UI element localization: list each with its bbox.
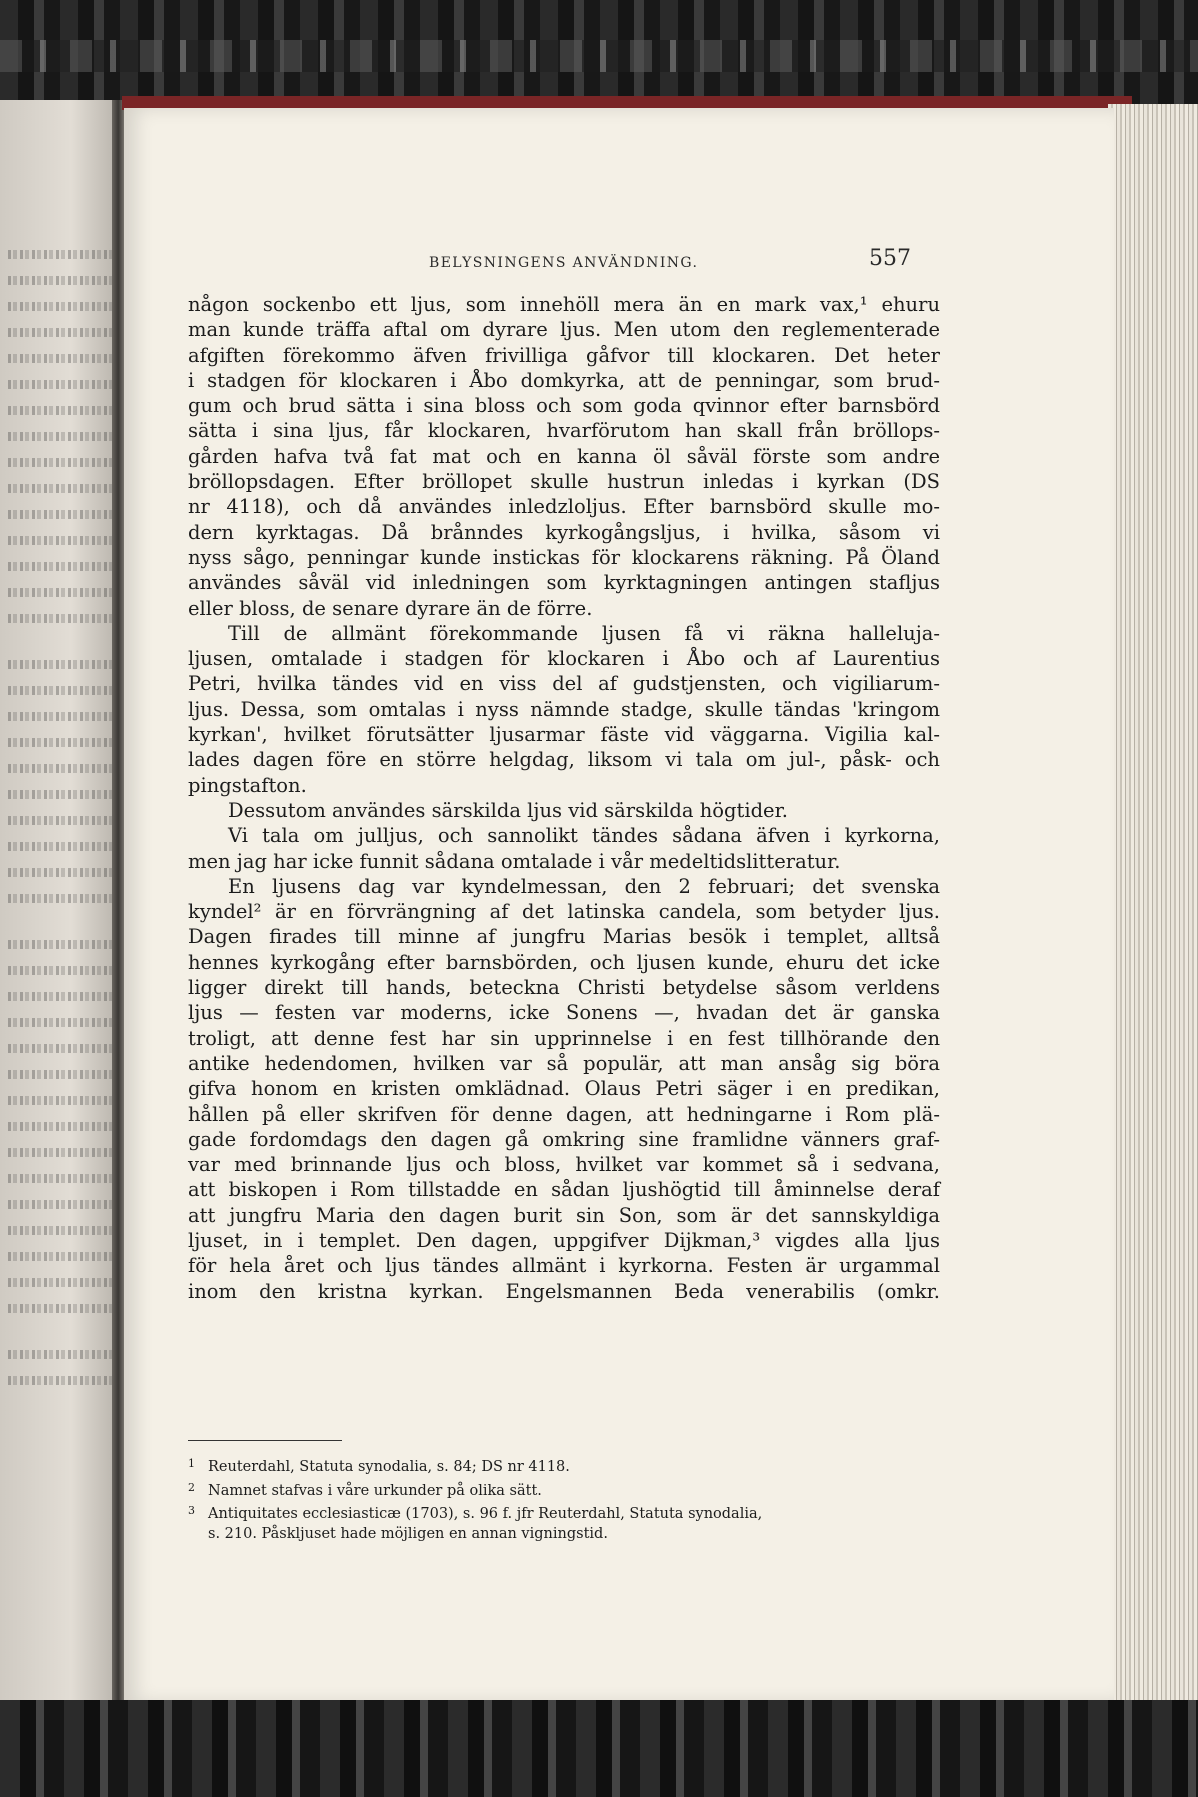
bleed-through-text: [8, 712, 113, 721]
text-line: hållen på eller skrifven för denne dagen, att hedningarne i Rom plä-: [188, 1102, 940, 1126]
text-line: dern kyrktagas. Då brånndes kyrkogångsljus, i hvilka, såsom vi: [188, 520, 940, 544]
text-line: att biskopen i Rom tillstadde en sådan ljushögtid till åminnelse deraf: [188, 1178, 940, 1202]
bleed-through-text: [8, 816, 113, 825]
bleed-through-text: [8, 1376, 113, 1385]
text-line: man kunde träffa aftal om dyrare ljus. Men utom den reglementerade: [188, 318, 940, 342]
bleed-through-text: [8, 406, 113, 415]
text-line: nyss sågo, penningar kunde instickas för klockarens räkning. På Öland: [188, 545, 940, 569]
text-line: någon sockenbo ett ljus, som innehöll mera än en mark vax,¹ ehuru: [188, 293, 940, 316]
text-line: användes såväl vid inledningen som kyrktagningen antingen stafljus: [188, 571, 940, 595]
bleed-through-text: [8, 1096, 113, 1105]
bleed-through-text: [8, 992, 113, 1001]
text-line: sätta i sina ljus, får klockaren, hvarförutom han skall från bröllops-: [188, 419, 940, 443]
footnote: [188, 1501, 940, 1525]
bleed-through-text: [8, 1226, 113, 1235]
text-line: för hela året och ljus tändes allmänt i kyrkorna. Festen är urgammal: [188, 1254, 940, 1278]
bleed-through-text: [8, 894, 113, 903]
bleed-through-text: [8, 614, 113, 623]
text-line: Till de allmänt förekommande ljusen få vi räkna halleluja-: [228, 621, 940, 645]
bleed-through-text: [8, 302, 113, 311]
text-line: En ljusens dag var kyndelmessan, den 2 februari; det svenska: [228, 874, 940, 898]
bleed-through-text: [8, 1122, 113, 1131]
bleed-through-text: [8, 250, 113, 259]
bleed-through-text: [8, 562, 113, 571]
book-page: [124, 108, 1114, 1703]
bleed-through-text: [8, 354, 113, 363]
body-text: [188, 292, 940, 1304]
facing-page-edge: [0, 100, 118, 1700]
bleed-through-text: [8, 432, 113, 441]
text-line: inom den kristna kyrkan. Engelsmannen Beda venerabilis (omkr.: [188, 1279, 940, 1303]
bleed-through-text: [8, 940, 113, 949]
footnote-text: Reuterdahl, Statuta synodalia, s. 84; DS nr 4118.: [208, 1459, 570, 1475]
text-line: lades dagen före en större helgdag, liksom vi tala om jul-, påsk- och: [188, 748, 940, 772]
text-line: bröllopsdagen. Efter bröllopet skulle hustrun inledas i kyrkan (DS: [188, 470, 940, 494]
text-line: troligt, att denne fest har sin upprinnelse i en fest tillhörande den: [188, 1026, 940, 1050]
bleed-through-text: [8, 1148, 113, 1157]
bleed-through-text: [8, 380, 113, 389]
bleed-through-text: [8, 1018, 113, 1027]
text-line: gifva honom en kristen omklädnad. Olaus Petri säger i en predikan,: [188, 1077, 940, 1101]
running-title: BELYSNINGENS ANVÄNDNING.: [429, 255, 699, 271]
footnote-continuation: [188, 1525, 940, 1545]
text-line: antike hedendomen, hvilken var så populär, att man ansåg sig böra: [188, 1051, 940, 1075]
bleed-through-text: [8, 1070, 113, 1079]
bleed-through-text: [8, 536, 113, 545]
page-header: [124, 246, 1114, 276]
bleed-through-text: [8, 484, 113, 493]
page-number: 557: [869, 246, 911, 271]
text-line: i stadgen för klockaren i Åbo domkyrka, att de penningar, som brud-: [188, 368, 940, 392]
text-line: att jungfru Maria den dagen burit sin Son, som är det sannskyldiga: [188, 1203, 940, 1227]
bleed-through-text: [8, 1304, 113, 1313]
text-line: ljus. Dessa, som omtalas i nyss nämnde stadge, skulle tändas 'kringom: [188, 697, 940, 721]
bleed-through-text: [8, 1044, 113, 1053]
text-line: Petri, hvilka tändes vid en viss del af gudstjensten, och vigiliarum-: [188, 672, 940, 696]
text-line: ljuset, in i templet. Den dagen, uppgifver Dijkman,³ vigdes alla ljus: [188, 1228, 940, 1252]
bleed-through-text: [8, 1278, 113, 1287]
text-line: gum och brud sätta i sina bloss och som goda qvinnor efter barnsbörd: [188, 394, 940, 418]
bleed-through-text: [8, 764, 113, 773]
bleed-through-text: [8, 738, 113, 747]
footnotes: [188, 1454, 940, 1544]
text-line: Dessutom användes särskilda ljus vid särskilda högtider.: [228, 798, 788, 822]
text-line: pingstafton.: [188, 773, 307, 797]
bleed-through-text: [8, 660, 113, 669]
text-line: nr 4118), och då användes inledzloljus. Efter barnsbörd skulle mo-: [188, 495, 940, 519]
text-line: eller bloss, de senare dyrare än de förre.: [188, 596, 593, 620]
text-line: Dagen firades till minne af jungfru Marias besök i templet, alltså: [188, 925, 940, 949]
text-line: hennes kyrkogång efter barnsbörden, och ljusen kunde, ehuru det icke: [188, 950, 940, 974]
text-line: kyrkan', hvilket förutsätter ljusarmar fäste vid väggarna. Vigilia kal-: [188, 723, 940, 747]
text-line: gården hafva två fat mat och en kanna öl såväl förste som andre: [188, 444, 940, 468]
footnote-separator: [188, 1440, 342, 1441]
text-line: Vi tala om julljus, och sannolikt tändes sådana äfven i kyrkorna,: [228, 824, 940, 848]
footnote-number: 3: [188, 1504, 195, 1517]
text-line: ljusen, omtalade i stadgen för klockaren i Åbo och af Laurentius: [188, 647, 940, 671]
page-stack-edge: [1108, 104, 1198, 1704]
bleed-through-text: [8, 686, 113, 695]
bleed-through-text: [8, 510, 113, 519]
bleed-through-text: [8, 790, 113, 799]
scan-bottom-border: [0, 1700, 1198, 1797]
bleed-through-text: [8, 276, 113, 285]
bleed-through-text: [8, 966, 113, 975]
bleed-through-text: [8, 328, 113, 337]
bleed-through-text: [8, 1350, 113, 1359]
text-line: men jag har icke funnit sådana omtalade i vår medeltidslitteratur.: [188, 849, 841, 873]
bleed-through-text: [8, 1174, 113, 1183]
footnote: [188, 1478, 940, 1502]
footnote-number: 2: [188, 1480, 195, 1494]
text-line: gade fordomdags den dagen gå omkring sine framlidne vänners graf-: [188, 1127, 940, 1151]
bleed-through-text: [8, 1200, 113, 1209]
text-line: afgiften förekommo äfven frivilliga gåfvor till klockaren. Det heter: [188, 343, 940, 367]
bleed-through-text: [8, 868, 113, 877]
bleed-through-text: [8, 588, 113, 597]
text-line: var med brinnande ljus och bloss, hvilket var kommet så i sedvana,: [188, 1153, 940, 1177]
footnote: [188, 1454, 940, 1478]
footnote-text: Antiquitates ecclesiasticæ (1703), s. 96 f. jfr Reuterdahl, Statuta synodalia,: [208, 1506, 763, 1522]
footnote-number: 1: [188, 1457, 195, 1470]
bleed-through-text: [8, 458, 113, 467]
text-line: kyndel² är en förvrängning af det latinska candela, som betyder ljus.: [188, 900, 940, 924]
footnote-text: s. 210. Påskljuset hade möjligen en annan vigningstid.: [208, 1525, 608, 1542]
bleed-through-text: [8, 842, 113, 851]
bleed-through-text: [8, 1252, 113, 1261]
footnote-text: Namnet stafvas i våre urkunder på olika sätt.: [208, 1482, 542, 1499]
text-line: ljus — festen var moderns, icke Sonens —, hvadan det är ganska: [188, 1001, 940, 1025]
text-line: ligger direkt till hands, beteckna Christi betydelse såsom verldens: [188, 976, 940, 1000]
